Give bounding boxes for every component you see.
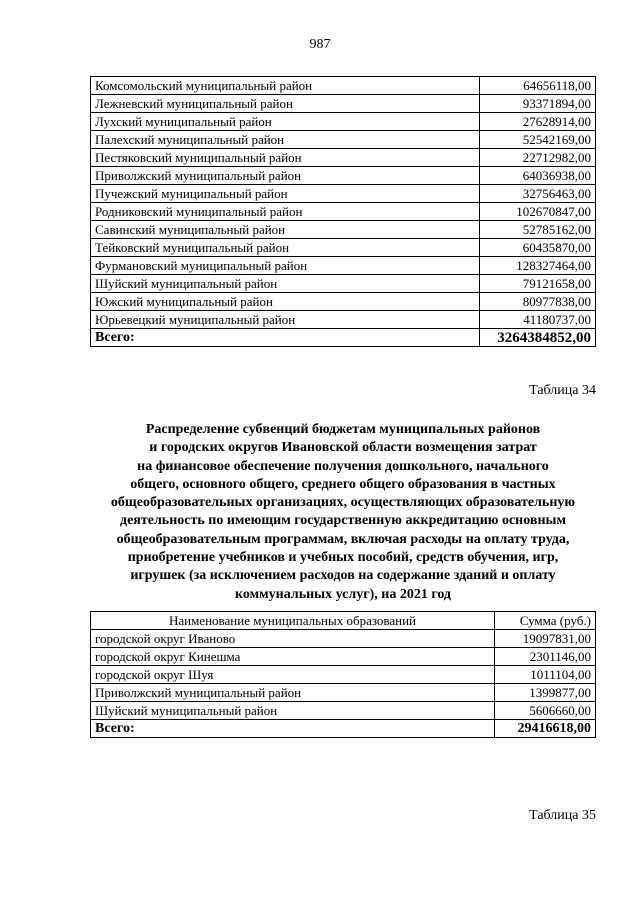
table-34-heading	[70, 421, 616, 604]
table-row	[91, 239, 596, 257]
table-row	[91, 167, 596, 185]
table-row	[91, 203, 596, 221]
table-row	[91, 630, 596, 648]
row-amount: 93371894,00	[480, 95, 596, 113]
table-34-caption: Таблица 34	[529, 383, 596, 398]
table-body	[91, 77, 596, 329]
heading-line: и городских округов Ивановской области возмещения затрат	[149, 440, 537, 456]
row-name: Савинский муниципальный район	[91, 221, 480, 239]
row-amount: 32756463,00	[480, 185, 596, 203]
table-row	[91, 257, 596, 275]
row-amount: 19097831,00	[495, 630, 596, 648]
row-name: Тейковский муниципальный район	[91, 239, 480, 257]
subvention-table-34	[90, 611, 596, 738]
row-name: Лежневский муниципальный район	[91, 95, 480, 113]
row-name: Фурмановский муниципальный район	[91, 257, 480, 275]
table-row	[91, 702, 596, 720]
total-amount: 29416618,00	[495, 720, 596, 738]
heading-line: коммунальных услуг), на 2021 год	[234, 586, 452, 602]
table-row	[91, 221, 596, 239]
table-body	[91, 630, 596, 720]
row-amount: 52785162,00	[480, 221, 596, 239]
heading-line: общеобразовательных организациях, осуществляющих образовательную	[110, 495, 576, 511]
row-name: Южский муниципальный район	[91, 293, 480, 311]
row-amount: 64656118,00	[480, 77, 596, 95]
row-amount: 1011104,00	[495, 666, 596, 684]
row-amount: 41180737,00	[480, 311, 596, 329]
row-amount: 60435870,00	[480, 239, 596, 257]
row-amount: 52542169,00	[480, 131, 596, 149]
table-row	[91, 113, 596, 131]
column-header-amount: Сумма (руб.)	[495, 612, 596, 630]
table-row	[91, 648, 596, 666]
table-35-caption: Таблица 35	[529, 808, 596, 823]
total-row	[91, 329, 596, 347]
heading-line: на финансовое обеспечение получения дошкольного, начального	[137, 458, 549, 474]
table-row	[91, 95, 596, 113]
heading-line: игрушек (за исключением расходов на содержание зданий и оплату	[130, 568, 556, 584]
row-name: городской округ Иваново	[91, 630, 495, 648]
table-row	[91, 684, 596, 702]
row-name: Пучежский муниципальный район	[91, 185, 480, 203]
row-name: Родниковский муниципальный район	[91, 203, 480, 221]
row-name: городской округ Кинешма	[91, 648, 495, 666]
row-amount: 22712982,00	[480, 149, 596, 167]
table-row	[91, 666, 596, 684]
row-amount: 79121658,00	[480, 275, 596, 293]
row-name: Лухский муниципальный район	[91, 113, 480, 131]
row-name: Шуйский муниципальный район	[91, 702, 495, 720]
row-name: городской округ Шуя	[91, 666, 495, 684]
row-amount: 5606660,00	[495, 702, 596, 720]
row-amount: 102670847,00	[480, 203, 596, 221]
heading-line: Распределение субвенций бюджетам муниципальных районов	[145, 422, 541, 437]
row-name: Палехский муниципальный район	[91, 131, 480, 149]
row-name: Приволжский муниципальный район	[91, 684, 495, 702]
table-row	[91, 149, 596, 167]
table-row	[91, 275, 596, 293]
table-row	[91, 77, 596, 95]
row-name: Приволжский муниципальный район	[91, 167, 480, 185]
table-row	[91, 293, 596, 311]
row-name: Юрьевецкий муниципальный район	[91, 311, 480, 329]
table-row	[91, 131, 596, 149]
total-label: Всего:	[91, 329, 480, 347]
subvention-table-continued	[90, 76, 596, 347]
row-name: Комсомольский муниципальный район	[91, 77, 480, 95]
total-label: Всего:	[91, 720, 495, 738]
row-amount: 27628914,00	[480, 113, 596, 131]
total-amount: 3264384852,00	[480, 329, 596, 347]
row-amount: 1399877,00	[495, 684, 596, 702]
row-name: Пестяковский муниципальный район	[91, 149, 480, 167]
column-header-name: Наименование муниципальных образований	[91, 612, 495, 630]
row-amount: 128327464,00	[480, 257, 596, 275]
heading-line: деятельность по имеющим государственную аккредитацию основным	[119, 513, 566, 529]
row-name: Шуйский муниципальный район	[91, 275, 480, 293]
row-amount: 2301146,00	[495, 648, 596, 666]
heading-line: общеобразовательным программам, включая расходы на оплату труда,	[116, 531, 570, 547]
header-row	[91, 612, 596, 630]
page-number: 987	[309, 37, 331, 52]
heading-line: общего, основного общего, среднего общего образования в частных	[130, 476, 556, 492]
heading-line: приобретение учебников и учебных пособий, средств обучения, игр,	[127, 550, 559, 566]
table-row	[91, 185, 596, 203]
row-amount: 80977838,00	[480, 293, 596, 311]
total-row	[91, 720, 596, 738]
row-amount: 64036938,00	[480, 167, 596, 185]
table-row	[91, 311, 596, 329]
